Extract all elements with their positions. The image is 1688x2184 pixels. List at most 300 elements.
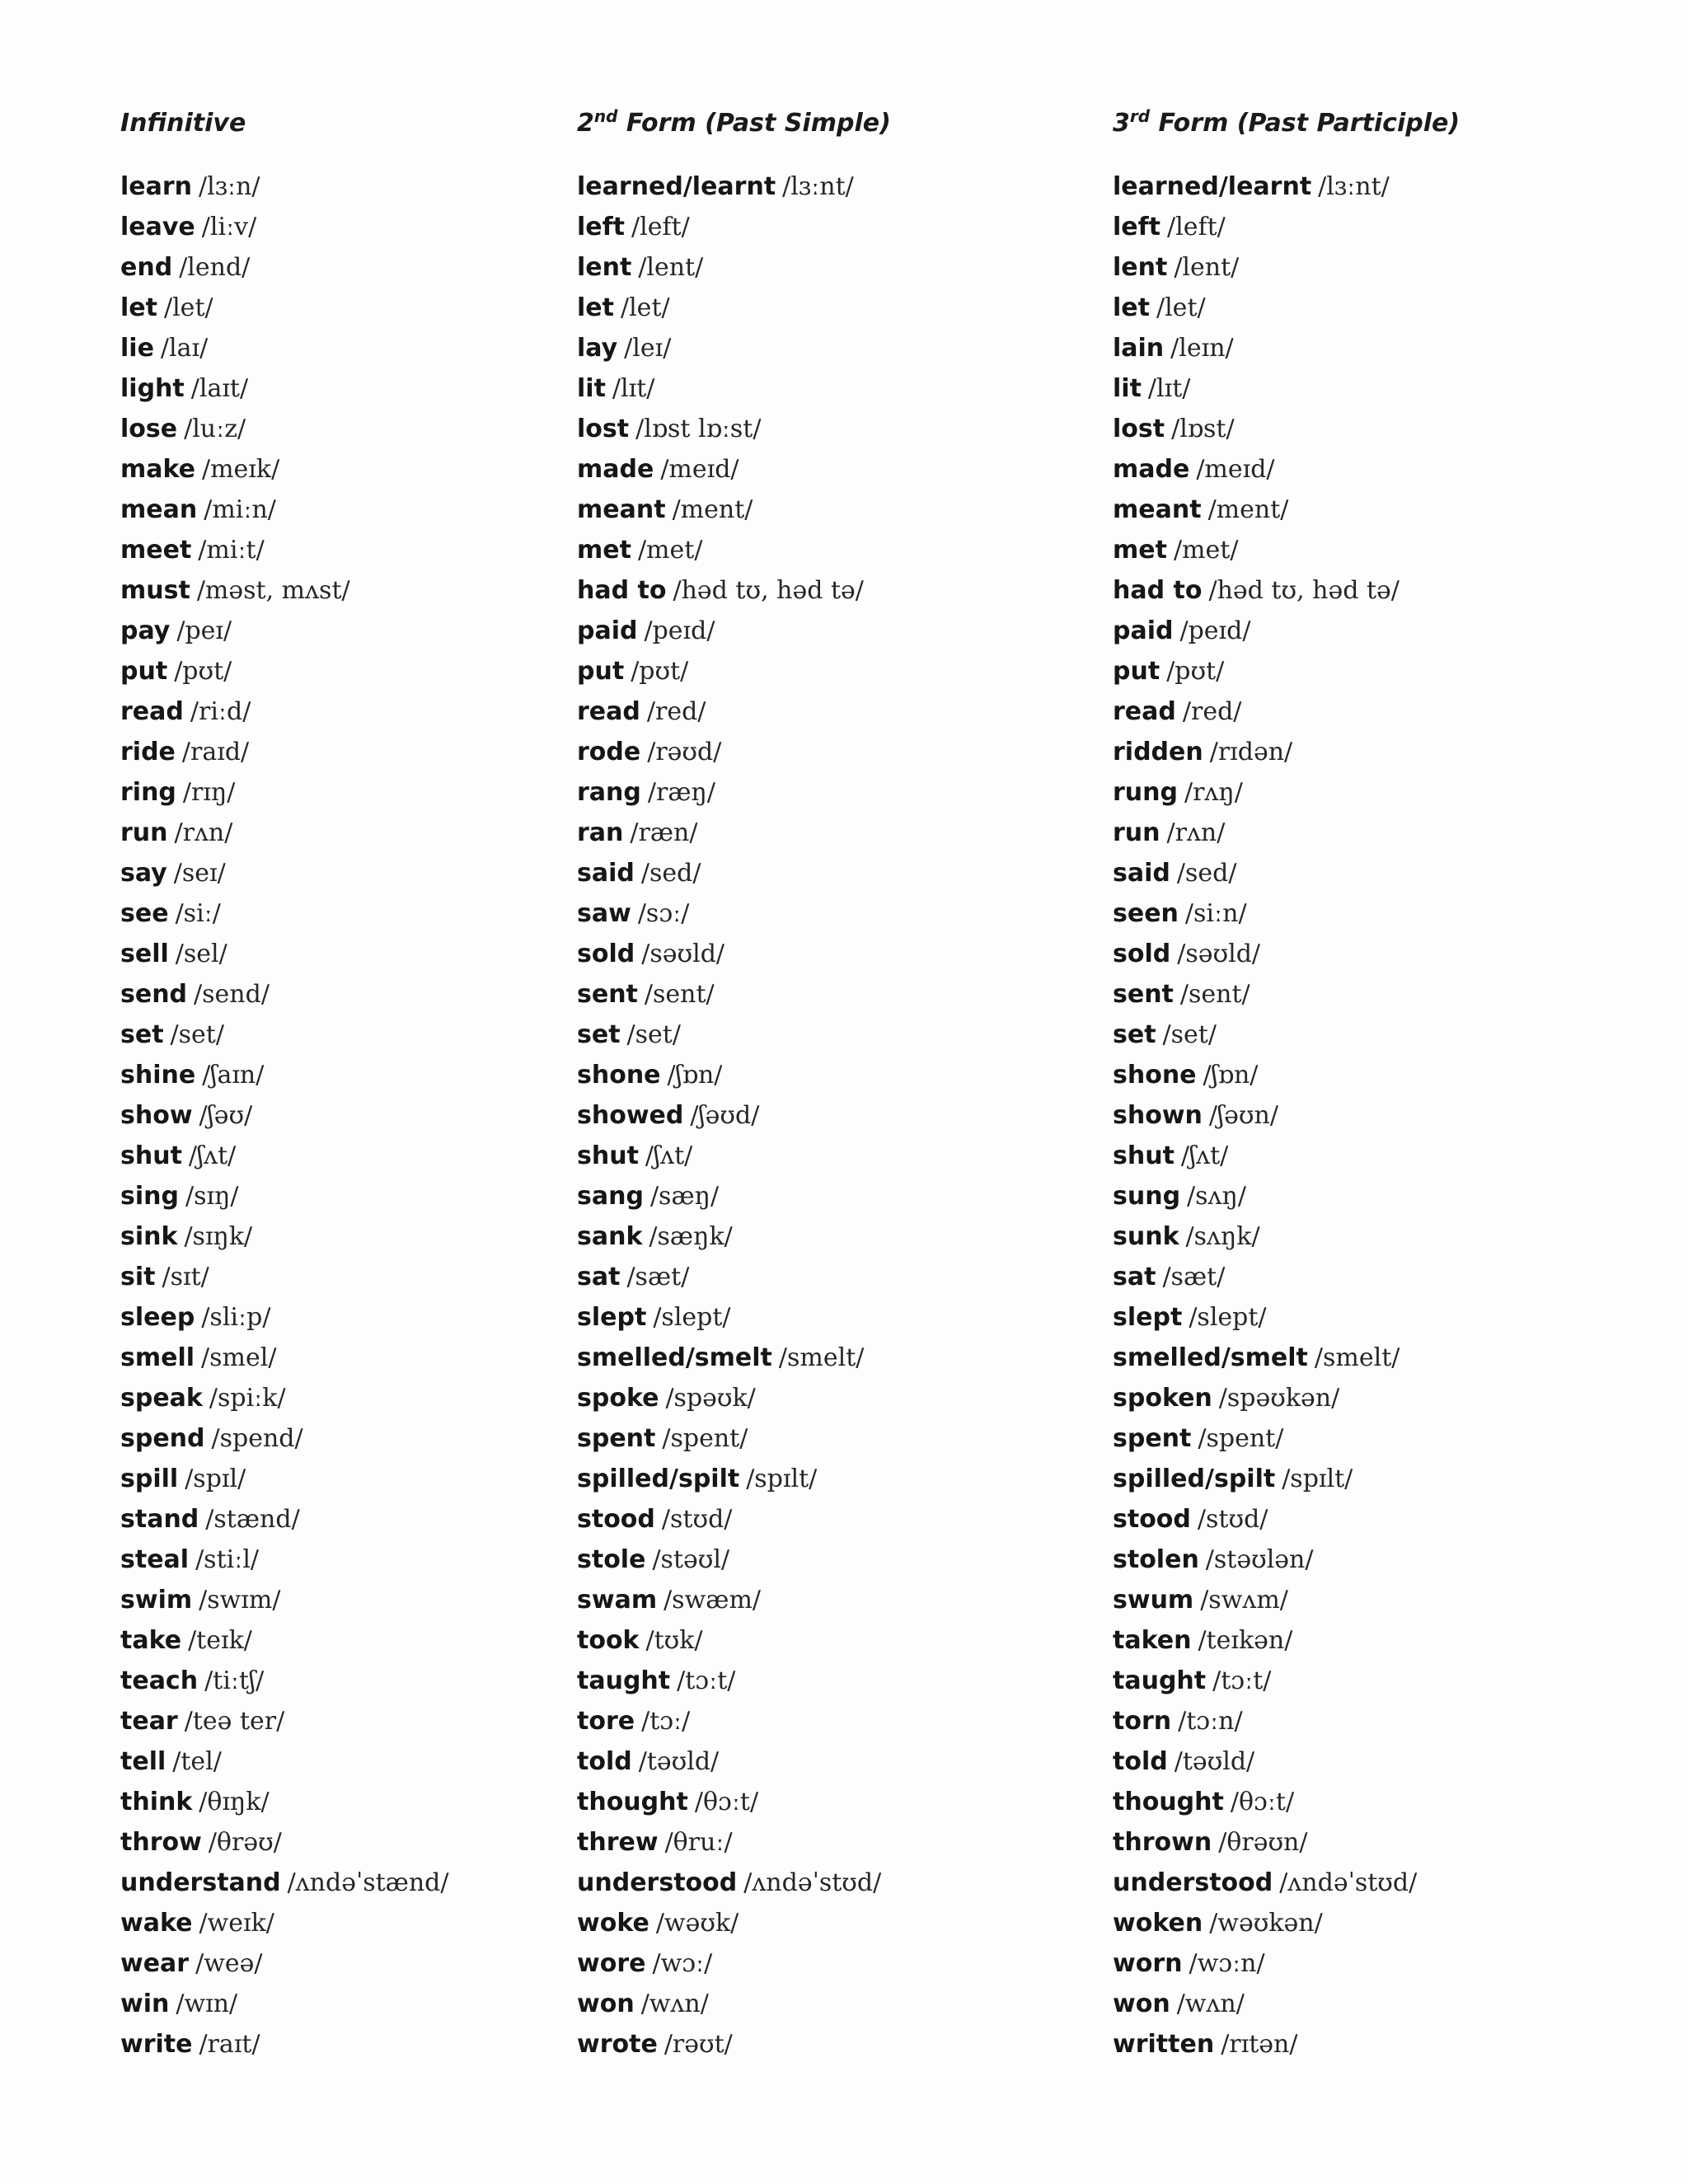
past-participle-entry xyxy=(1113,1176,1648,1216)
infinitive-pronunciation: /wɪn/ xyxy=(176,1990,238,2018)
past-simple-verb: met xyxy=(577,536,631,565)
past-simple-verb: put xyxy=(577,657,625,686)
past-participle-verb: woken xyxy=(1113,1909,1203,1938)
infinitive-verb: see xyxy=(120,899,169,928)
past-participle-pronunciation: /həd tʊ, həd tə/ xyxy=(1208,576,1400,605)
past-simple-verb: woke xyxy=(577,1909,649,1938)
infinitive-pronunciation: /tiːtʃ/ xyxy=(204,1666,265,1695)
past-participle-pronunciation: /leɪn/ xyxy=(1170,334,1234,363)
past-participle-entry xyxy=(1113,1782,1648,1822)
past-participle-pronunciation: /let/ xyxy=(1156,293,1206,322)
past-simple-verb: rang xyxy=(577,778,641,807)
past-participle-pronunciation: /sed/ xyxy=(1176,859,1237,888)
past-participle-header-number: 3 xyxy=(1113,109,1130,138)
past-participle-verb: sold xyxy=(1113,940,1171,968)
infinitive-entry xyxy=(120,247,549,288)
past-simple-entry xyxy=(577,207,1088,247)
infinitive-entry xyxy=(120,934,549,974)
past-simple-verb: set xyxy=(577,1020,621,1049)
past-simple-entry xyxy=(577,1903,1088,1943)
infinitive-pronunciation: /raɪt/ xyxy=(199,2030,260,2059)
past-simple-entry xyxy=(577,1863,1088,1903)
past-participle-verb: spent xyxy=(1113,1424,1192,1453)
infinitive-pronunciation: /send/ xyxy=(194,980,270,1009)
past-simple-verb: lit xyxy=(577,374,606,403)
past-participle-verb: sat xyxy=(1113,1263,1156,1291)
infinitive-verb: ride xyxy=(120,738,176,766)
infinitive-entry xyxy=(120,1499,549,1540)
past-simple-verb: stole xyxy=(577,1545,646,1574)
past-participle-pronunciation: /smelt/ xyxy=(1314,1343,1400,1372)
past-simple-column xyxy=(577,107,1088,2064)
past-participle-entry xyxy=(1113,1499,1648,1540)
past-simple-pronunciation: /tʊk/ xyxy=(645,1626,703,1655)
past-simple-pronunciation: /ʃəʊd/ xyxy=(690,1101,760,1130)
past-simple-entry xyxy=(577,1580,1088,1620)
past-participle-pronunciation: /red/ xyxy=(1182,697,1242,726)
past-simple-entry xyxy=(577,166,1088,207)
infinitive-pronunciation: /lɜːn/ xyxy=(199,172,260,201)
past-participle-pronunciation: /lɜːnt/ xyxy=(1318,172,1390,201)
infinitive-pronunciation: /liːv/ xyxy=(201,213,257,241)
past-participle-pronunciation: /swʌm/ xyxy=(1200,1586,1288,1615)
infinitive-pronunciation: /riːd/ xyxy=(190,697,251,726)
infinitive-entry xyxy=(120,1095,549,1136)
infinitive-pronunciation: /ʃəʊ/ xyxy=(199,1101,253,1130)
past-participle-verb: swum xyxy=(1113,1586,1194,1615)
infinitive-entry xyxy=(120,2024,549,2064)
past-participle-verb: won xyxy=(1113,1990,1170,2018)
infinitive-pronunciation: /smel/ xyxy=(201,1343,277,1372)
past-simple-pronunciation: /lɒst lɒːst/ xyxy=(635,415,762,443)
past-participle-verb: torn xyxy=(1113,1707,1172,1736)
infinitive-verb: lose xyxy=(120,415,178,443)
past-participle-header-label: Form (Past Participle) xyxy=(1150,109,1461,138)
past-simple-verb: lost xyxy=(577,415,630,443)
infinitive-entry xyxy=(120,1216,549,1257)
past-participle-verb: lit xyxy=(1113,374,1142,403)
past-participle-header-ordinal: rd xyxy=(1129,106,1151,126)
infinitive-verb: run xyxy=(120,818,168,847)
past-participle-pronunciation: /sʌŋk/ xyxy=(1185,1222,1260,1251)
infinitive-entry xyxy=(120,1903,549,1943)
past-participle-verb: stood xyxy=(1113,1505,1191,1534)
past-simple-entry xyxy=(577,651,1088,691)
past-participle-verb: sunk xyxy=(1113,1222,1179,1251)
past-participle-entry xyxy=(1113,368,1648,409)
infinitive-entry xyxy=(120,1136,549,1176)
infinitive-verb: throw xyxy=(120,1828,202,1857)
infinitive-entry xyxy=(120,1176,549,1216)
past-simple-verb: left xyxy=(577,213,626,241)
past-participle-pronunciation: /set/ xyxy=(1162,1020,1217,1049)
past-participle-entry xyxy=(1113,1216,1648,1257)
past-participle-entry xyxy=(1113,1661,1648,1701)
infinitive-entry xyxy=(120,1701,549,1741)
past-simple-verb: spilled/spilt xyxy=(577,1465,740,1493)
infinitive-pronunciation: /sɪŋk/ xyxy=(184,1222,253,1251)
infinitive-verb: swim xyxy=(120,1586,193,1615)
past-simple-pronunciation: /ʃʌt/ xyxy=(645,1141,693,1170)
past-simple-entry xyxy=(577,530,1088,570)
past-simple-entry xyxy=(577,288,1088,328)
past-participle-verb: learned/learnt xyxy=(1113,172,1312,201)
past-participle-entry xyxy=(1113,934,1648,974)
infinitive-entry xyxy=(120,1863,549,1903)
past-participle-entry xyxy=(1113,772,1648,813)
past-participle-verb: meant xyxy=(1113,495,1202,524)
past-participle-verb: had to xyxy=(1113,576,1203,605)
past-simple-pronunciation: /rəʊt/ xyxy=(663,2030,733,2059)
past-participle-pronunciation: /stʊd/ xyxy=(1197,1505,1268,1534)
infinitive-entry xyxy=(120,1338,549,1378)
past-simple-verb: learned/learnt xyxy=(577,172,776,201)
infinitive-verb: stand xyxy=(120,1505,199,1534)
infinitive-verb: read xyxy=(120,697,184,726)
past-participle-pronunciation: /lɒst/ xyxy=(1171,415,1235,443)
past-simple-pronunciation: /ment/ xyxy=(672,495,753,524)
infinitive-entry xyxy=(120,166,549,207)
infinitive-entry xyxy=(120,1015,549,1055)
infinitive-pronunciation: /sel/ xyxy=(175,940,227,968)
past-participle-pronunciation: /sent/ xyxy=(1179,980,1250,1009)
past-simple-entry xyxy=(577,1661,1088,1701)
past-participle-verb: lain xyxy=(1113,334,1165,363)
past-simple-entry xyxy=(577,1782,1088,1822)
past-simple-pronunciation: /wɔː/ xyxy=(652,1949,713,1978)
past-participle-entry xyxy=(1113,2024,1648,2064)
past-simple-entry xyxy=(577,1055,1088,1095)
past-simple-verb: spent xyxy=(577,1424,656,1453)
past-simple-entry xyxy=(577,2024,1088,2064)
past-participle-verb: shone xyxy=(1113,1061,1197,1090)
past-simple-entry xyxy=(577,691,1088,732)
infinitive-entry xyxy=(120,288,549,328)
past-simple-pronunciation: /pʊt/ xyxy=(631,657,689,686)
past-participle-pronunciation: /siːn/ xyxy=(1184,899,1247,928)
infinitive-verb: set xyxy=(120,1020,164,1049)
past-participle-verb: stolen xyxy=(1113,1545,1199,1574)
past-simple-verb: thought xyxy=(577,1788,688,1816)
past-simple-pronunciation: /met/ xyxy=(637,536,703,565)
infinitive-pronunciation: /meɪk/ xyxy=(202,455,280,484)
infinitive-pronunciation: /miːt/ xyxy=(198,536,265,565)
past-participle-entry xyxy=(1113,1338,1648,1378)
infinitive-entry xyxy=(120,449,549,490)
infinitive-verb: learn xyxy=(120,172,193,201)
past-simple-pronunciation: /sed/ xyxy=(640,859,701,888)
past-simple-entry xyxy=(577,1822,1088,1863)
past-simple-entry xyxy=(577,611,1088,651)
past-simple-entry xyxy=(577,1540,1088,1580)
past-participle-entry xyxy=(1113,974,1648,1015)
past-participle-pronunciation: /ʌndəˈstʊd/ xyxy=(1279,1868,1418,1897)
past-participle-verb: lost xyxy=(1113,415,1165,443)
infinitive-verb: say xyxy=(120,859,167,888)
past-participle-verb: rung xyxy=(1113,778,1178,807)
past-participle-list xyxy=(1113,166,1648,2064)
infinitive-pronunciation: /swɪm/ xyxy=(199,1586,281,1615)
past-simple-pronunciation: /sæŋk/ xyxy=(649,1222,733,1251)
past-participle-entry xyxy=(1113,247,1648,288)
past-simple-pronunciation: /peɪd/ xyxy=(644,616,715,645)
past-simple-verb: shut xyxy=(577,1141,639,1170)
past-participle-entry xyxy=(1113,328,1648,368)
past-simple-verb: shone xyxy=(577,1061,661,1090)
past-simple-pronunciation: /sɔː/ xyxy=(637,899,690,928)
past-participle-entry xyxy=(1113,1015,1648,1055)
past-simple-entry xyxy=(577,1943,1088,1984)
past-simple-entry xyxy=(577,247,1088,288)
past-participle-verb: paid xyxy=(1113,616,1174,645)
infinitive-entry xyxy=(120,368,549,409)
past-simple-pronunciation: /spent/ xyxy=(662,1424,748,1453)
past-participle-entry xyxy=(1113,651,1648,691)
past-participle-pronunciation: /rɪtən/ xyxy=(1221,2030,1298,2059)
past-participle-pronunciation: /slept/ xyxy=(1189,1303,1267,1332)
past-simple-verb: saw xyxy=(577,899,631,928)
past-simple-verb: sank xyxy=(577,1222,643,1251)
past-participle-entry xyxy=(1113,1984,1648,2024)
past-simple-entry xyxy=(577,1984,1088,2024)
past-participle-entry xyxy=(1113,490,1648,530)
infinitive-entry xyxy=(120,1620,549,1661)
past-participle-entry xyxy=(1113,1863,1648,1903)
past-participle-entry xyxy=(1113,853,1648,893)
past-simple-verb: paid xyxy=(577,616,638,645)
past-participle-pronunciation: /ʃʌt/ xyxy=(1180,1141,1229,1170)
past-simple-entry xyxy=(577,1216,1088,1257)
past-participle-pronunciation: /θɔːt/ xyxy=(1230,1788,1295,1816)
past-participle-verb: thrown xyxy=(1113,1828,1212,1857)
past-participle-pronunciation: /spent/ xyxy=(1198,1424,1284,1453)
past-participle-verb: spilled/spilt xyxy=(1113,1465,1276,1493)
past-participle-entry xyxy=(1113,207,1648,247)
past-participle-verb: spoken xyxy=(1113,1384,1212,1413)
infinitive-verb: write xyxy=(120,2030,193,2059)
infinitive-pronunciation: /teɪk/ xyxy=(188,1626,252,1655)
past-participle-pronunciation: /met/ xyxy=(1173,536,1239,565)
past-simple-verb: wrote xyxy=(577,2030,658,2059)
infinitive-verb: speak xyxy=(120,1384,203,1413)
past-participle-verb: sent xyxy=(1113,980,1174,1009)
past-simple-pronunciation: /rəʊd/ xyxy=(647,738,722,766)
infinitive-entry xyxy=(120,328,549,368)
past-participle-pronunciation: /teɪkən/ xyxy=(1198,1626,1293,1655)
past-participle-entry xyxy=(1113,1580,1648,1620)
past-simple-verb: sent xyxy=(577,980,638,1009)
past-simple-verb: meant xyxy=(577,495,666,524)
past-participle-verb: smelled/smelt xyxy=(1113,1343,1308,1372)
infinitive-verb: win xyxy=(120,1990,170,2018)
past-participle-verb: seen xyxy=(1113,899,1179,928)
past-participle-pronunciation: /wɔːn/ xyxy=(1189,1949,1265,1978)
past-simple-verb: stood xyxy=(577,1505,655,1534)
past-simple-header-number: 2 xyxy=(577,109,594,138)
infinitive-verb: teach xyxy=(120,1666,199,1695)
past-participle-verb: lent xyxy=(1113,253,1168,282)
infinitive-entry xyxy=(120,893,549,934)
past-participle-verb: slept xyxy=(1113,1303,1183,1332)
past-simple-entry xyxy=(577,813,1088,853)
infinitive-verb: ring xyxy=(120,778,176,807)
past-participle-pronunciation: /stəʊlən/ xyxy=(1205,1545,1314,1574)
past-participle-entry xyxy=(1113,1903,1648,1943)
infinitive-pronunciation: /sɪt/ xyxy=(162,1263,209,1291)
past-participle-pronunciation: /səʊld/ xyxy=(1177,940,1261,968)
past-participle-entry xyxy=(1113,166,1648,207)
past-simple-entry xyxy=(577,1701,1088,1741)
past-participle-entry xyxy=(1113,570,1648,611)
infinitive-verb: must xyxy=(120,576,190,605)
past-participle-pronunciation: /ʃəʊn/ xyxy=(1208,1101,1278,1130)
infinitive-entry xyxy=(120,1580,549,1620)
past-participle-pronunciation: /spəʊkən/ xyxy=(1218,1384,1340,1413)
past-simple-entry xyxy=(577,1095,1088,1136)
past-simple-verb: understood xyxy=(577,1868,738,1897)
past-simple-pronunciation: /swæm/ xyxy=(663,1586,762,1615)
infinitive-entry xyxy=(120,409,549,449)
infinitive-entry xyxy=(120,732,549,772)
past-simple-pronunciation: /stʊd/ xyxy=(661,1505,733,1534)
past-simple-pronunciation: /səʊld/ xyxy=(641,940,725,968)
infinitive-pronunciation: /miːn/ xyxy=(204,495,276,524)
past-simple-pronunciation: /stəʊl/ xyxy=(652,1545,730,1574)
past-simple-pronunciation: /tɔːt/ xyxy=(677,1666,736,1695)
infinitive-pronunciation: /ʃaɪn/ xyxy=(202,1061,265,1090)
past-participle-pronunciation: /tɔːt/ xyxy=(1212,1666,1272,1695)
past-participle-entry xyxy=(1113,1136,1648,1176)
past-simple-entry xyxy=(577,490,1088,530)
past-simple-pronunciation: /left/ xyxy=(631,213,690,241)
infinitive-pronunciation: /ʃʌt/ xyxy=(188,1141,237,1170)
infinitive-pronunciation: /weɪk/ xyxy=(199,1909,274,1938)
past-simple-entry xyxy=(577,1620,1088,1661)
past-simple-pronunciation: /tɔː/ xyxy=(641,1707,691,1736)
infinitive-pronunciation: /məst, mʌst/ xyxy=(196,576,350,605)
past-participle-entry xyxy=(1113,449,1648,490)
past-simple-entry xyxy=(577,1015,1088,1055)
past-participle-column xyxy=(1113,107,1648,2064)
past-simple-verb: slept xyxy=(577,1303,647,1332)
past-simple-entry xyxy=(577,1459,1088,1499)
infinitive-verb: shut xyxy=(120,1141,182,1170)
past-participle-pronunciation: /tɔːn/ xyxy=(1178,1707,1243,1736)
past-simple-verb: taught xyxy=(577,1666,671,1695)
past-participle-pronunciation: /θrəʊn/ xyxy=(1218,1828,1308,1857)
infinitive-pronunciation: /peɪ/ xyxy=(176,616,232,645)
infinitive-pronunciation: /spiːk/ xyxy=(209,1384,286,1413)
past-participle-verb: shown xyxy=(1113,1101,1203,1130)
past-simple-verb: wore xyxy=(577,1949,646,1978)
past-simple-pronunciation: /ræŋ/ xyxy=(647,778,715,807)
past-participle-verb: written xyxy=(1113,2030,1215,2059)
infinitive-verb: wake xyxy=(120,1909,193,1938)
past-participle-entry xyxy=(1113,813,1648,853)
past-simple-entry xyxy=(577,328,1088,368)
infinitive-entry xyxy=(120,853,549,893)
past-participle-pronunciation: /lent/ xyxy=(1174,253,1240,282)
past-simple-entry xyxy=(577,409,1088,449)
past-participle-entry xyxy=(1113,1055,1648,1095)
past-simple-entry xyxy=(577,1176,1088,1216)
infinitive-entry xyxy=(120,490,549,530)
infinitive-verb: tell xyxy=(120,1747,166,1776)
past-simple-verb: smelled/smelt xyxy=(577,1343,772,1372)
past-simple-verb: said xyxy=(577,859,635,888)
past-participle-entry xyxy=(1113,530,1648,570)
infinitive-verb: let xyxy=(120,293,157,322)
past-participle-pronunciation: /ment/ xyxy=(1207,495,1289,524)
past-participle-verb: worn xyxy=(1113,1949,1183,1978)
past-participle-entry xyxy=(1113,1943,1648,1984)
infinitive-entry xyxy=(120,1782,549,1822)
past-participle-pronunciation: /ʃɒn/ xyxy=(1203,1061,1259,1090)
past-simple-pronunciation: /ræn/ xyxy=(630,818,698,847)
infinitive-verb: spend xyxy=(120,1424,205,1453)
past-simple-verb: had to xyxy=(577,576,667,605)
past-simple-verb: let xyxy=(577,293,614,322)
infinitive-verb: mean xyxy=(120,495,198,524)
infinitive-verb: tear xyxy=(120,1707,178,1736)
infinitive-pronunciation: /θɪŋk/ xyxy=(199,1788,270,1816)
past-participle-verb: made xyxy=(1113,455,1190,484)
past-simple-pronunciation: /lɪt/ xyxy=(612,374,655,403)
infinitive-pronunciation: /raɪd/ xyxy=(181,738,250,766)
past-participle-verb: put xyxy=(1113,657,1160,686)
past-simple-header-ordinal: nd xyxy=(593,106,618,126)
past-participle-pronunciation: /left/ xyxy=(1167,213,1226,241)
past-participle-verb: run xyxy=(1113,818,1160,847)
past-simple-pronunciation: /spɪlt/ xyxy=(746,1465,818,1493)
infinitive-entry xyxy=(120,772,549,813)
past-simple-entry xyxy=(577,1257,1088,1297)
past-simple-pronunciation: /wəʊk/ xyxy=(655,1909,739,1938)
past-participle-verb: thought xyxy=(1113,1788,1224,1816)
infinitive-column xyxy=(120,107,549,2064)
infinitive-verb: light xyxy=(120,374,185,403)
infinitive-verb: smell xyxy=(120,1343,195,1372)
past-simple-pronunciation: /θɔːt/ xyxy=(694,1788,759,1816)
past-participle-pronunciation: /lɪt/ xyxy=(1147,374,1191,403)
infinitive-entry xyxy=(120,651,549,691)
past-participle-entry xyxy=(1113,1297,1648,1338)
infinitive-pronunciation: /seɪ/ xyxy=(173,859,226,888)
past-participle-pronunciation: /spɪlt/ xyxy=(1282,1465,1353,1493)
past-simple-pronunciation: /let/ xyxy=(620,293,670,322)
past-simple-entry xyxy=(577,893,1088,934)
infinitive-verb: steal xyxy=(120,1545,190,1574)
past-participle-entry xyxy=(1113,1822,1648,1863)
past-participle-verb: read xyxy=(1113,697,1176,726)
infinitive-pronunciation: /laɪ/ xyxy=(160,334,209,363)
past-participle-verb: set xyxy=(1113,1020,1156,1049)
past-participle-pronunciation: /wʌn/ xyxy=(1176,1990,1245,2018)
infinitive-entry xyxy=(120,691,549,732)
past-simple-pronunciation: /smelt/ xyxy=(778,1343,865,1372)
past-simple-pronunciation: /leɪ/ xyxy=(624,334,672,363)
infinitive-verb: wear xyxy=(120,1949,190,1978)
past-simple-verb: read xyxy=(577,697,640,726)
infinitive-verb: pay xyxy=(120,616,171,645)
past-participle-verb: left xyxy=(1113,213,1161,241)
infinitive-entry xyxy=(120,813,549,853)
past-participle-pronunciation: /meɪd/ xyxy=(1196,455,1275,484)
past-simple-entry xyxy=(577,934,1088,974)
infinitive-pronunciation: /weə/ xyxy=(195,1949,263,1978)
past-simple-verb: won xyxy=(577,1990,635,2018)
past-participle-entry xyxy=(1113,1540,1648,1580)
